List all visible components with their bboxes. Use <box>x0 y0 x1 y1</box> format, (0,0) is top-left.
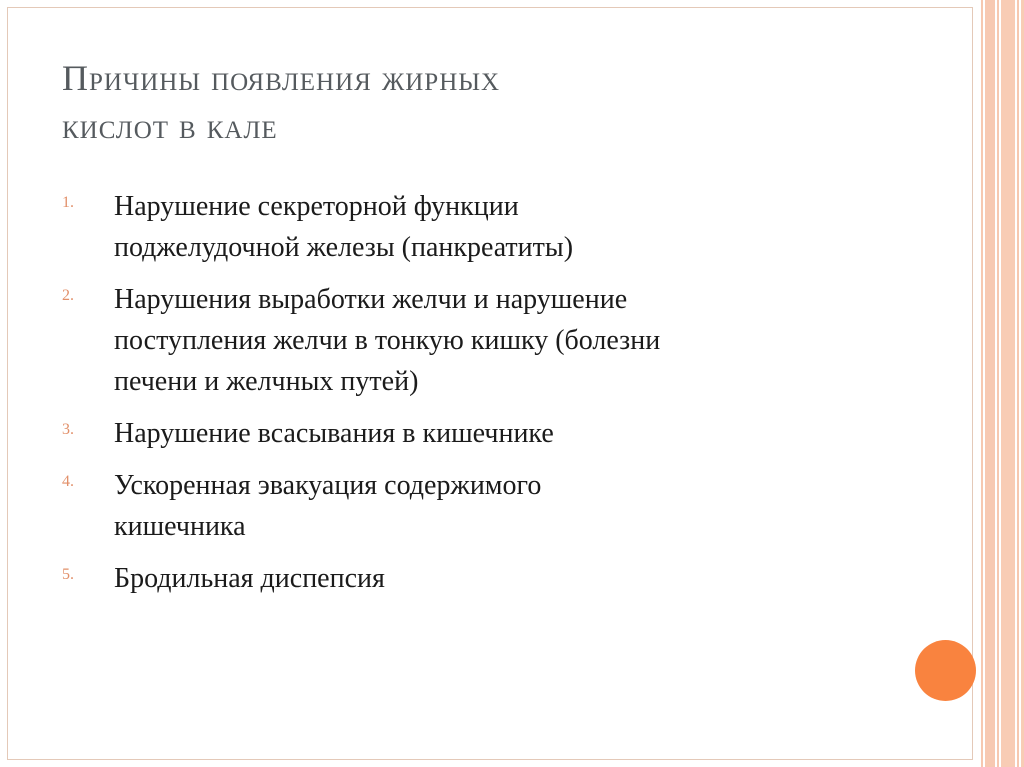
decor-circle <box>915 640 976 701</box>
item-line: кишечника <box>114 511 246 542</box>
item-text <box>114 186 573 268</box>
list-item <box>62 413 902 454</box>
item-line: Нарушения выработки желчи и нарушение <box>114 284 628 315</box>
decor-stripe <box>997 0 999 767</box>
item-number: 1. <box>62 194 74 211</box>
list-item <box>62 465 902 547</box>
item-number: 4. <box>62 473 74 490</box>
list-item <box>62 558 902 599</box>
item-text <box>114 279 660 402</box>
item-number: 3. <box>62 421 74 438</box>
item-number: 5. <box>62 566 74 583</box>
item-line: печени и желчных путей) <box>114 366 419 397</box>
item-line: Бродильная диспепсия <box>114 563 385 594</box>
decor-stripe <box>981 0 983 767</box>
item-text <box>114 413 554 454</box>
item-line: Нарушение всасывания в кишечнике <box>114 418 554 449</box>
item-line: Ускоренная эвакуация содержимого <box>114 470 542 501</box>
item-line: Нарушение секреторной функции <box>114 191 519 222</box>
causes-list <box>62 186 902 610</box>
decor-stripe <box>985 0 995 767</box>
list-item <box>62 279 902 402</box>
decor-stripe <box>1017 0 1019 767</box>
item-text <box>114 558 385 599</box>
decor-stripe <box>1001 0 1015 767</box>
slide-title <box>62 54 902 150</box>
item-text <box>114 465 541 547</box>
title-line: кислот в кале <box>62 106 278 146</box>
item-number: 2. <box>62 287 74 304</box>
item-line: поступления желчи в тонкую кишку (болезни <box>114 325 661 356</box>
list-item <box>62 186 902 268</box>
item-line: поджелудочной железы (панкреатиты) <box>114 232 574 263</box>
title-line: Причины появления жирных <box>62 58 501 98</box>
